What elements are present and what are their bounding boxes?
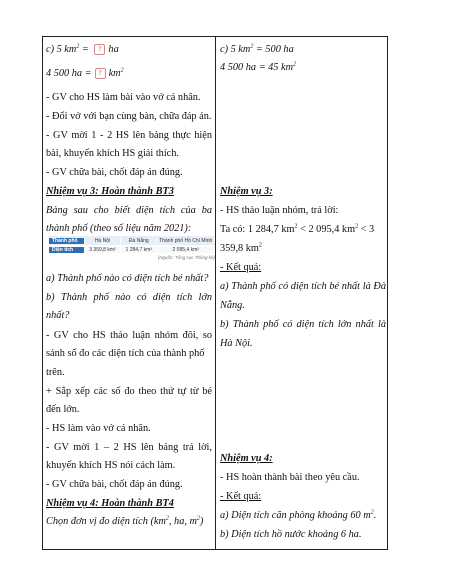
table-cell: 2 095,4 km² (157, 247, 215, 253)
text-line: đến lớn. (46, 404, 80, 415)
text-line: trên. (46, 367, 65, 378)
column-divider (215, 37, 216, 549)
table-source: (Nguồn: Tổng cục Thống kê) (157, 255, 215, 260)
exercise-c-question-1: c) 5 $km^2$ = ? ha (46, 43, 119, 55)
table-header-cell: Thành phố Hồ Chí Minh (157, 238, 215, 244)
result-label: - Kết quả: (220, 262, 262, 273)
text-line: b) Thành phố nào có diện tích lớn (46, 292, 212, 303)
task-4-answer-heading: Nhiệm vụ 4: (220, 453, 273, 464)
text-line: - GV chữa bài, chốt đáp án đúng. (46, 167, 183, 178)
text-line: - HS hoàn thành bài theo yêu cầu. (220, 472, 360, 483)
table-header-cell: Thành phố (49, 238, 85, 244)
answer-box-2[interactable]: ? (95, 68, 106, 79)
table-row (49, 245, 215, 254)
table-row-label: Diện tích (49, 247, 85, 253)
text-line: b) Diện tích hồ nước khoảng 6 ha. (220, 529, 362, 540)
result-label: - Kết quả: (220, 491, 262, 502)
text-line: sánh số đo các diện tích của thành phố (46, 348, 205, 359)
task-3-answer-heading: Nhiệm vụ 3: (220, 186, 273, 197)
text-line: 359,8 $km^2$ (220, 242, 262, 254)
table-header-cell: Hà Nội (85, 238, 121, 244)
text-line: a) Diện tích căn phòng khoảng 60 $m^2$. (220, 509, 377, 521)
answer-box-1[interactable]: ? (94, 44, 105, 55)
table-cell: 1 284,7 km² (121, 247, 157, 253)
task-4-heading: Nhiệm vụ 4: Hoàn thành BT4 (46, 498, 174, 509)
table-header-row (49, 236, 215, 245)
city-area-table (49, 236, 215, 260)
text-line: - GV mời 1 - 2 HS lên bảng thực hiện (46, 130, 212, 141)
text-line: thành phố (theo số liệu năm 2021): (46, 223, 192, 234)
text-line: - GV chữa bài, chốt đáp án đúng. (46, 479, 183, 490)
text-line: Bảng sau cho biết diện tích của ba (46, 205, 212, 216)
text-line: bài, khuyến khích HS giải thích. (46, 148, 179, 159)
text-line: - GV cho HS làm bài vào vở cá nhân. (46, 92, 201, 103)
text-line: Chọn đơn vị đo diện tích ($km^2$, ha, $m^2$) (46, 515, 204, 527)
text-line: + Sắp xếp các số đo theo thứ tự từ bé (46, 386, 212, 397)
text-line: Hà Nội. (220, 338, 253, 349)
text-line: khuyến khích HS nói cách làm. (46, 460, 176, 471)
text-line: a) Thành phố có diện tích bé nhất là Đà (220, 281, 386, 292)
task-3-heading: Nhiệm vụ 3: Hoàn thành BT3 (46, 186, 174, 197)
table-header-cell: Đà Nẵng (121, 238, 157, 244)
answer-line: 4 500 ha = 45 $km^2$ (220, 61, 297, 73)
text-line: Nẵng. (220, 300, 245, 311)
text-line: Ta có: 1 284,7 $km^2 < 2$ 095,4 $km^2 < 3$ (220, 223, 375, 235)
text-line: - HS làm vào vở cá nhân. (46, 423, 151, 434)
table-cell: 3 359,8 km² (85, 247, 121, 253)
answer-line: c) 5 $km^2 = 500$ ha (220, 43, 294, 55)
text-line: - GV mời 1 – 2 HS lên bảng trả lời, (46, 442, 212, 453)
text-line: b) Thành phố có diện tích lớn nhất là (220, 319, 386, 330)
text-line: - GV cho HS thảo luận nhóm đôi, so (46, 330, 212, 341)
text-line: nhất? (46, 310, 70, 321)
text-line: - Đổi vở với bạn cùng bàn, chữa đáp án. (46, 111, 212, 122)
exercise-c-question-2: 4 500 ha = ? $km^2$ (46, 67, 124, 79)
text-line: - HS thảo luận nhóm, trả lời: (220, 205, 339, 216)
text-line: a) Thành phố nào có diện tích bé nhất? (46, 273, 209, 284)
lesson-table (42, 36, 388, 550)
